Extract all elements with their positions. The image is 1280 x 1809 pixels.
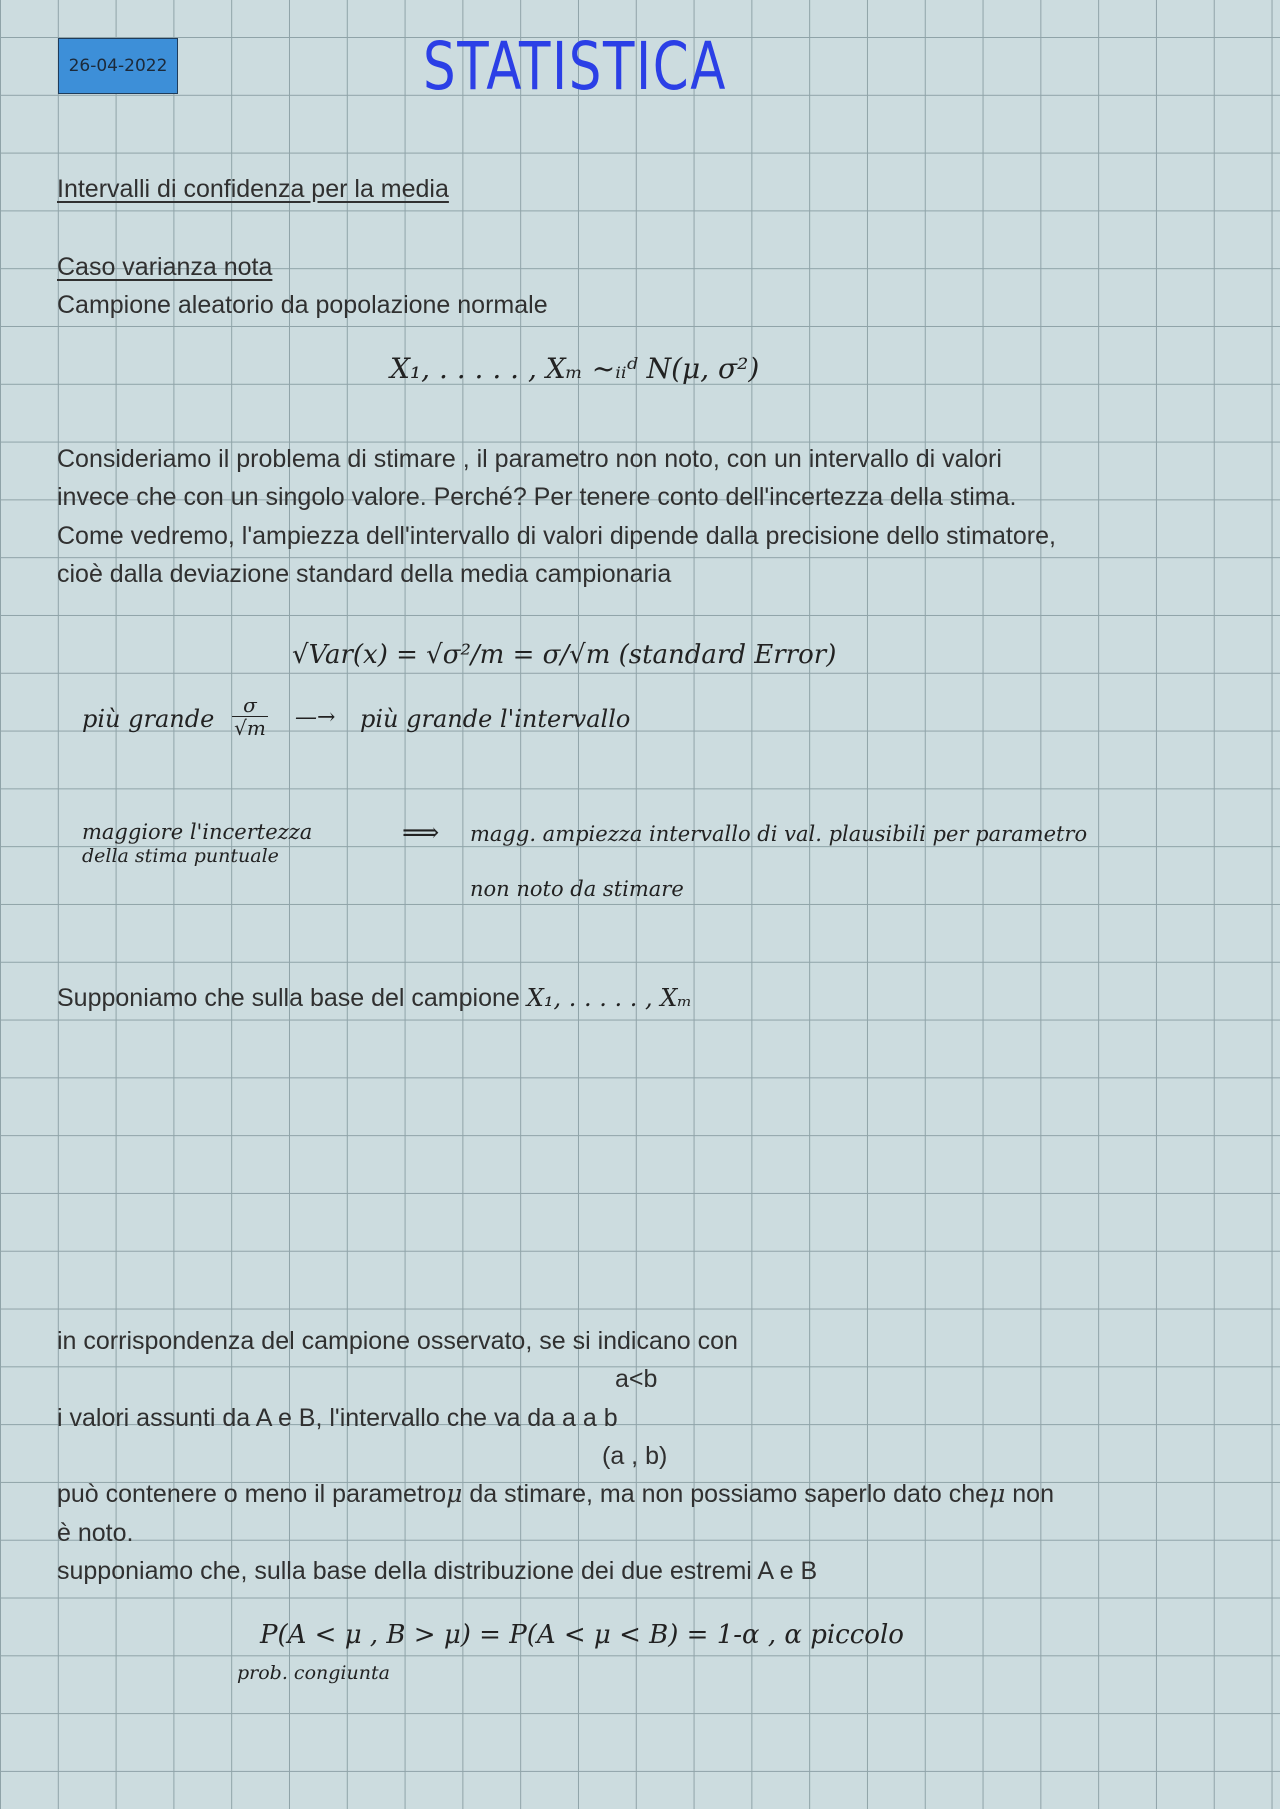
para2-line5-a: può contenere o meno il parametro xyxy=(57,1480,447,1508)
para2-line1: in corrispondenza del campione osservato, se si indicano con xyxy=(57,1327,738,1355)
para2-line6: è noto. xyxy=(57,1519,134,1547)
fraction-numerator: σ xyxy=(243,693,257,717)
date-badge: 26-04-2022 xyxy=(58,38,178,94)
para2-line2: a<b xyxy=(615,1365,658,1393)
note-uncertainty-left-2: della stima puntuale xyxy=(82,845,279,867)
formula-sample: X₁, . . . . . , Xₘ ~ᵢᵢᵈ N(μ, σ²) xyxy=(390,352,760,385)
note-bigger-left: più grande xyxy=(82,705,215,733)
fraction-denominator: √m xyxy=(234,716,266,740)
suppose-sample: X₁, . . . . . , Xₘ xyxy=(526,984,693,1012)
para1-line1: Consideriamo il problema di stimare , il parametro non noto, con un intervallo di valori xyxy=(57,445,1002,473)
para2-line5 xyxy=(57,1475,1054,1513)
para2-line4: (a , b) xyxy=(602,1442,668,1470)
mu-symbol: μ xyxy=(446,1479,463,1508)
suppose-line xyxy=(57,979,692,1017)
note-uncertainty-right-2: non noto da stimare xyxy=(470,877,684,901)
section-heading: Intervalli di confidenza per la media xyxy=(57,175,449,203)
para2-line5-c: non xyxy=(1005,1480,1054,1508)
note-bigger-fraction xyxy=(232,694,268,739)
para2-line5-b: da stimare, ma non possiamo saperlo dato che xyxy=(462,1480,990,1508)
suppose-text: Supponiamo che sulla base del campione xyxy=(57,984,520,1012)
subheading: Caso varianza nota xyxy=(57,253,273,281)
para2-line7: supponiamo che, sulla base della distribuzione dei due estremi A e B xyxy=(57,1557,818,1585)
formula-probability-note: prob. congiunta xyxy=(237,1662,390,1684)
sample-line: Campione aleatorio da popolazione normale xyxy=(57,291,548,319)
formula-probability: P(A < μ , B > μ) = P(A < μ < B) = 1-α , α piccolo xyxy=(260,1620,904,1650)
para1-line2: invece che con un singolo valore. Perché? Per tenere conto dell'incertezza della stima. xyxy=(57,483,1017,511)
mu-symbol-2: μ xyxy=(989,1479,1006,1508)
note-bigger-arrow: —→ xyxy=(295,705,336,730)
note-uncertainty-arrow: ⟹ xyxy=(402,818,440,848)
para1-line4: cioè dalla deviazione standard della media campionaria xyxy=(57,560,672,588)
formula-standard-error: √Var(x) = √σ²/m = σ/√m (standard Error) xyxy=(292,640,837,670)
page-title: STATISTICA xyxy=(422,28,728,105)
note-uncertainty-right-1: magg. ampiezza intervallo di val. plausibili per parametro xyxy=(470,822,1088,846)
note-bigger-right: più grande l'intervallo xyxy=(360,705,631,733)
note-uncertainty-left-1: maggiore l'incertezza xyxy=(82,820,313,844)
para1-line3: Come vedremo, l'ampiezza dell'intervallo di valori dipende dalla precisione dello stimatore, xyxy=(57,522,1056,550)
para2-line3: i valori assunti da A e B, l'intervallo che va da a a b xyxy=(57,1404,618,1432)
